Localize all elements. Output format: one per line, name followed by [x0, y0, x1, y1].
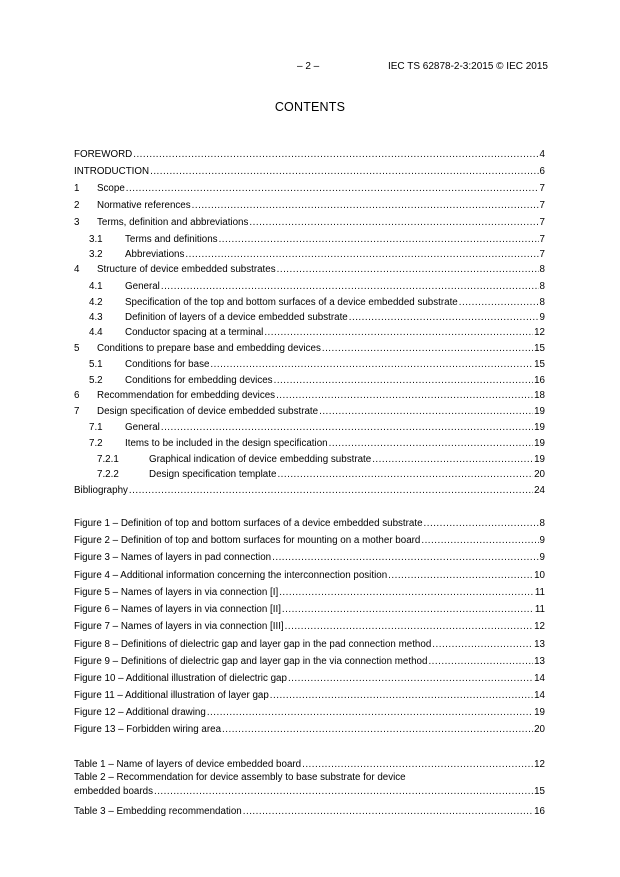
- toc-entry-5-2[interactable]: 5.2 Conditions for embedding devices ..... 16: [74, 372, 545, 387]
- toc-entry-3-2[interactable]: 3.2 Abbreviations ..... 7: [74, 246, 545, 261]
- toc-entry-7-2[interactable]: 7.2 Items to be included in the design specification ..... 19: [74, 435, 545, 450]
- list-of-tables-item[interactable]: Table 1 – Name of layers of device embedded board ..... 12: [74, 756, 545, 771]
- list-of-figures-item[interactable]: Figure 1 – Definition of top and bottom surfaces of a device embedded substrate ..... 8: [74, 515, 545, 530]
- toc-entry-7-1[interactable]: 7.1 General ..... 19: [74, 419, 545, 434]
- document-id: IEC TS 62878-2-3:2015 © IEC 2015: [387, 61, 548, 72]
- toc-entry-1[interactable]: 1 Scope ..... 7: [74, 180, 545, 195]
- toc-entry-5-1[interactable]: 5.1 Conditions for base ..... 15: [74, 356, 545, 371]
- list-of-tables-item[interactable]: Table 3 – Embedding recommendation ..... 16: [74, 803, 545, 818]
- toc-entry-2[interactable]: 2 Normative references ..... 7: [74, 197, 545, 212]
- toc-entry-7[interactable]: 7 Design specification of device embedded substrate ..... 19: [74, 403, 545, 418]
- toc-entry-4-3[interactable]: 4.3 Definition of layers of a device embedded substrate ..... 9: [74, 309, 545, 324]
- toc-entry-3[interactable]: 3 Terms, definition and abbreviations ..... 7: [74, 214, 545, 229]
- list-of-figures-item[interactable]: Figure 4 – Additional information concerning the interconnection position ..... 10: [74, 567, 545, 582]
- list-of-figures-item[interactable]: Figure 9 – Definitions of dielectric gap and layer gap in the via connection method ..... 13: [74, 653, 545, 668]
- list-of-tables-item[interactable]: Table 2 – Recommendation for device assembly to base substrate for device embedded boards ..... 15: [74, 772, 545, 800]
- list-of-figures-item[interactable]: Figure 12 – Additional drawing ..... 19: [74, 704, 545, 719]
- toc-entry-introduction[interactable]: INTRODUCTION ..... 6: [74, 163, 545, 178]
- list-of-figures-item[interactable]: Figure 8 – Definitions of dielectric gap and layer gap in the pad connection method ..... 13: [74, 636, 545, 651]
- page-header: [297, 61, 548, 72]
- toc-entry-7-2-2[interactable]: 7.2.2 Design specification template ..... 20: [74, 466, 545, 481]
- list-of-figures-item[interactable]: Figure 2 – Definition of top and bottom surfaces for mounting on a mother board ..... 9: [74, 532, 545, 547]
- toc-entry-3-1[interactable]: 3.1 Terms and definitions ..... 7: [74, 231, 545, 246]
- toc-entry-4-1[interactable]: 4.1 General ..... 8: [74, 278, 545, 293]
- list-of-figures-item[interactable]: Figure 10 – Additional illustration of dielectric gap ..... 14: [74, 670, 545, 685]
- toc-entry-4[interactable]: 4 Structure of device embedded substrates ..... 8: [74, 261, 545, 276]
- toc-entry-4-4[interactable]: 4.4 Conductor spacing at a terminal ..... 12: [74, 324, 545, 339]
- list-of-figures-item[interactable]: Figure 3 – Names of layers in pad connection ..... 9: [74, 549, 545, 564]
- list-of-figures-item[interactable]: Figure 11 – Additional illustration of layer gap ..... 14: [74, 687, 545, 702]
- list-of-figures-item[interactable]: Figure 5 – Names of layers in via connection [I] ..... 11: [74, 584, 545, 599]
- list-of-figures-item[interactable]: Figure 6 – Names of layers in via connection [II] ..... 11: [74, 601, 545, 616]
- toc-entry-bibliography[interactable]: Bibliography ..... 24: [74, 482, 545, 497]
- toc-entry-7-2-1[interactable]: 7.2.1 Graphical indication of device embedding substrate ..... 19: [74, 451, 545, 466]
- toc-entry-5[interactable]: 5 Conditions to prepare base and embedding devices ..... 15: [74, 340, 545, 355]
- list-of-figures-item[interactable]: Figure 13 – Forbidden wiring area ..... 20: [74, 721, 545, 736]
- toc-entry-6[interactable]: 6 Recommendation for embedding devices ..... 18: [74, 387, 545, 402]
- page-title: CONTENTS: [274, 100, 346, 114]
- toc-entry-4-2[interactable]: 4.2 Specification of the top and bottom surfaces of a device embedded substrate ..... 8: [74, 294, 545, 309]
- page-number: – 2 –: [297, 61, 320, 72]
- list-of-figures-item[interactable]: Figure 7 – Names of layers in via connection [III] ..... 12: [74, 618, 545, 633]
- toc-entry-foreword[interactable]: FOREWORD ..... 4: [74, 146, 545, 161]
